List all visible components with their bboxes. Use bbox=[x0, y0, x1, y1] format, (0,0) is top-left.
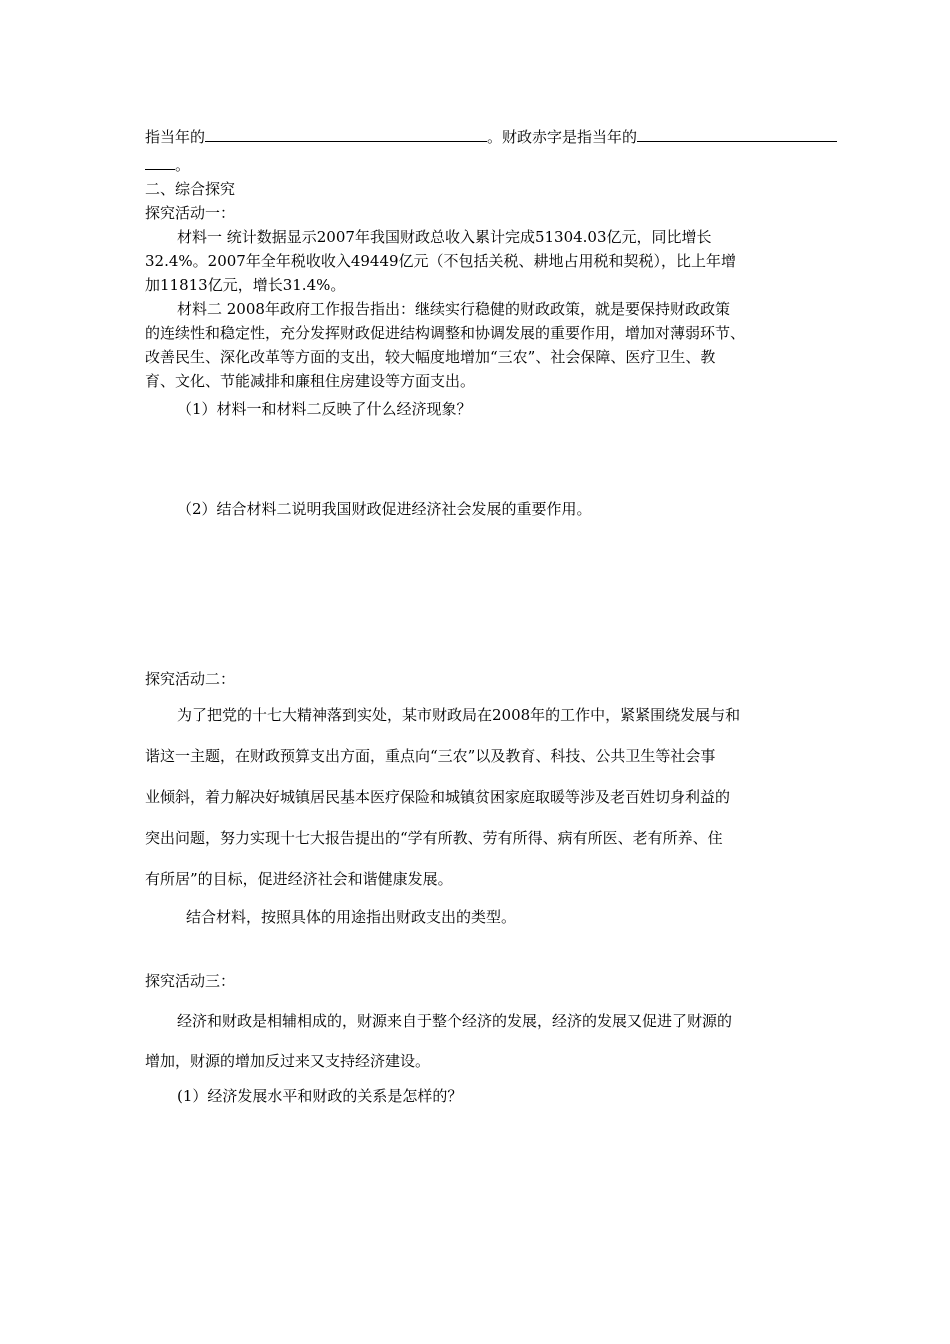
activity-3-title: 探究活动三： bbox=[145, 972, 236, 990]
activity-2-material-line-5: 有所居”的目标，促进经济社会和谐健康发展。 bbox=[145, 870, 453, 888]
material-1-line-1: 材料一 统计数据显示2007年我国财政总收入累计完成51304.03亿元，同比增长 bbox=[177, 228, 712, 246]
activity-3-question-1: (1）经济发展水平和财政的关系是怎样的？ bbox=[177, 1087, 463, 1105]
activity-1-title: 探究活动一： bbox=[145, 204, 236, 222]
fill-in-blank-2-continued[interactable] bbox=[145, 155, 175, 170]
fill-in-blank-1[interactable] bbox=[205, 127, 487, 142]
material-2-line-1: 材料二 2008年政府工作报告指出：继续实行稳健的财政政策，就是要保持财政政策 bbox=[177, 300, 730, 318]
activity-3-material-line-1: 经济和财政是相辅相成的，财源来自于整个经济的发展，经济的发展又促进了财源的 bbox=[177, 1012, 733, 1030]
material-2-line-2: 的连续性和稳定性，充分发挥财政促进结构调整和协调发展的重要作用，增加对薄弱环节、 bbox=[145, 324, 746, 342]
activity-2-material-line-3: 业倾斜，着力解决好城镇居民基本医疗保险和城镇贫困家庭取暖等涉及老百姓切身利益的 bbox=[145, 788, 731, 806]
fill-in-blank-2[interactable] bbox=[637, 127, 837, 142]
material-1-line-3: 加11813亿元，增长31.4%。 bbox=[145, 276, 346, 294]
activity-2-material-line-4: 突出问题，努力实现十七大报告提出的“学有所教、劳有所得、病有所医、老有所养、住 bbox=[145, 829, 723, 847]
fill-in-prefix: 指当年的 bbox=[145, 128, 206, 146]
activity-2-material-line-1: 为了把党的十七大精神落到实处，某市财政局在2008年的工作中，紧紧围绕发展与和 bbox=[177, 706, 741, 724]
activity-2-title: 探究活动二： bbox=[145, 670, 236, 688]
activity-1-question-2: （2）结合材料二说明我国财政促进经济社会发展的重要作用。 bbox=[177, 500, 592, 518]
material-2-line-3: 改善民生、深化改革等方面的支出，较大幅度地增加“三农”、社会保障、医疗卫生、教 bbox=[145, 348, 716, 366]
fill-in-line-1 bbox=[145, 126, 820, 148]
material-1-line-2: 32.4%。2007年全年税收收入49449亿元（不包括关税、耕地占用税和契税），比上年增 bbox=[145, 252, 737, 270]
section-heading: 二、综合探究 bbox=[145, 180, 236, 198]
activity-2-material-line-2: 谐这一主题，在财政预算支出方面，重点向“三农”以及教育、科技、公共卫生等社会事 bbox=[145, 747, 716, 765]
activity-1-question-1: （1）材料一和材料二反映了什么经济现象？ bbox=[177, 400, 472, 418]
activity-2-question: 结合材料，按照具体的用途指出财政支出的类型。 bbox=[186, 908, 517, 926]
activity-3-material-line-2: 增加，财源的增加反过来又支持经济建设。 bbox=[145, 1052, 431, 1070]
material-2-line-4: 育、文化、节能减排和廉租住房建设等方面支出。 bbox=[145, 372, 476, 390]
fill-in-line-2 bbox=[145, 154, 820, 176]
fill-in-suffix: 。 bbox=[175, 156, 191, 174]
fill-in-middle: 。财政赤字是指当年的 bbox=[487, 128, 638, 146]
